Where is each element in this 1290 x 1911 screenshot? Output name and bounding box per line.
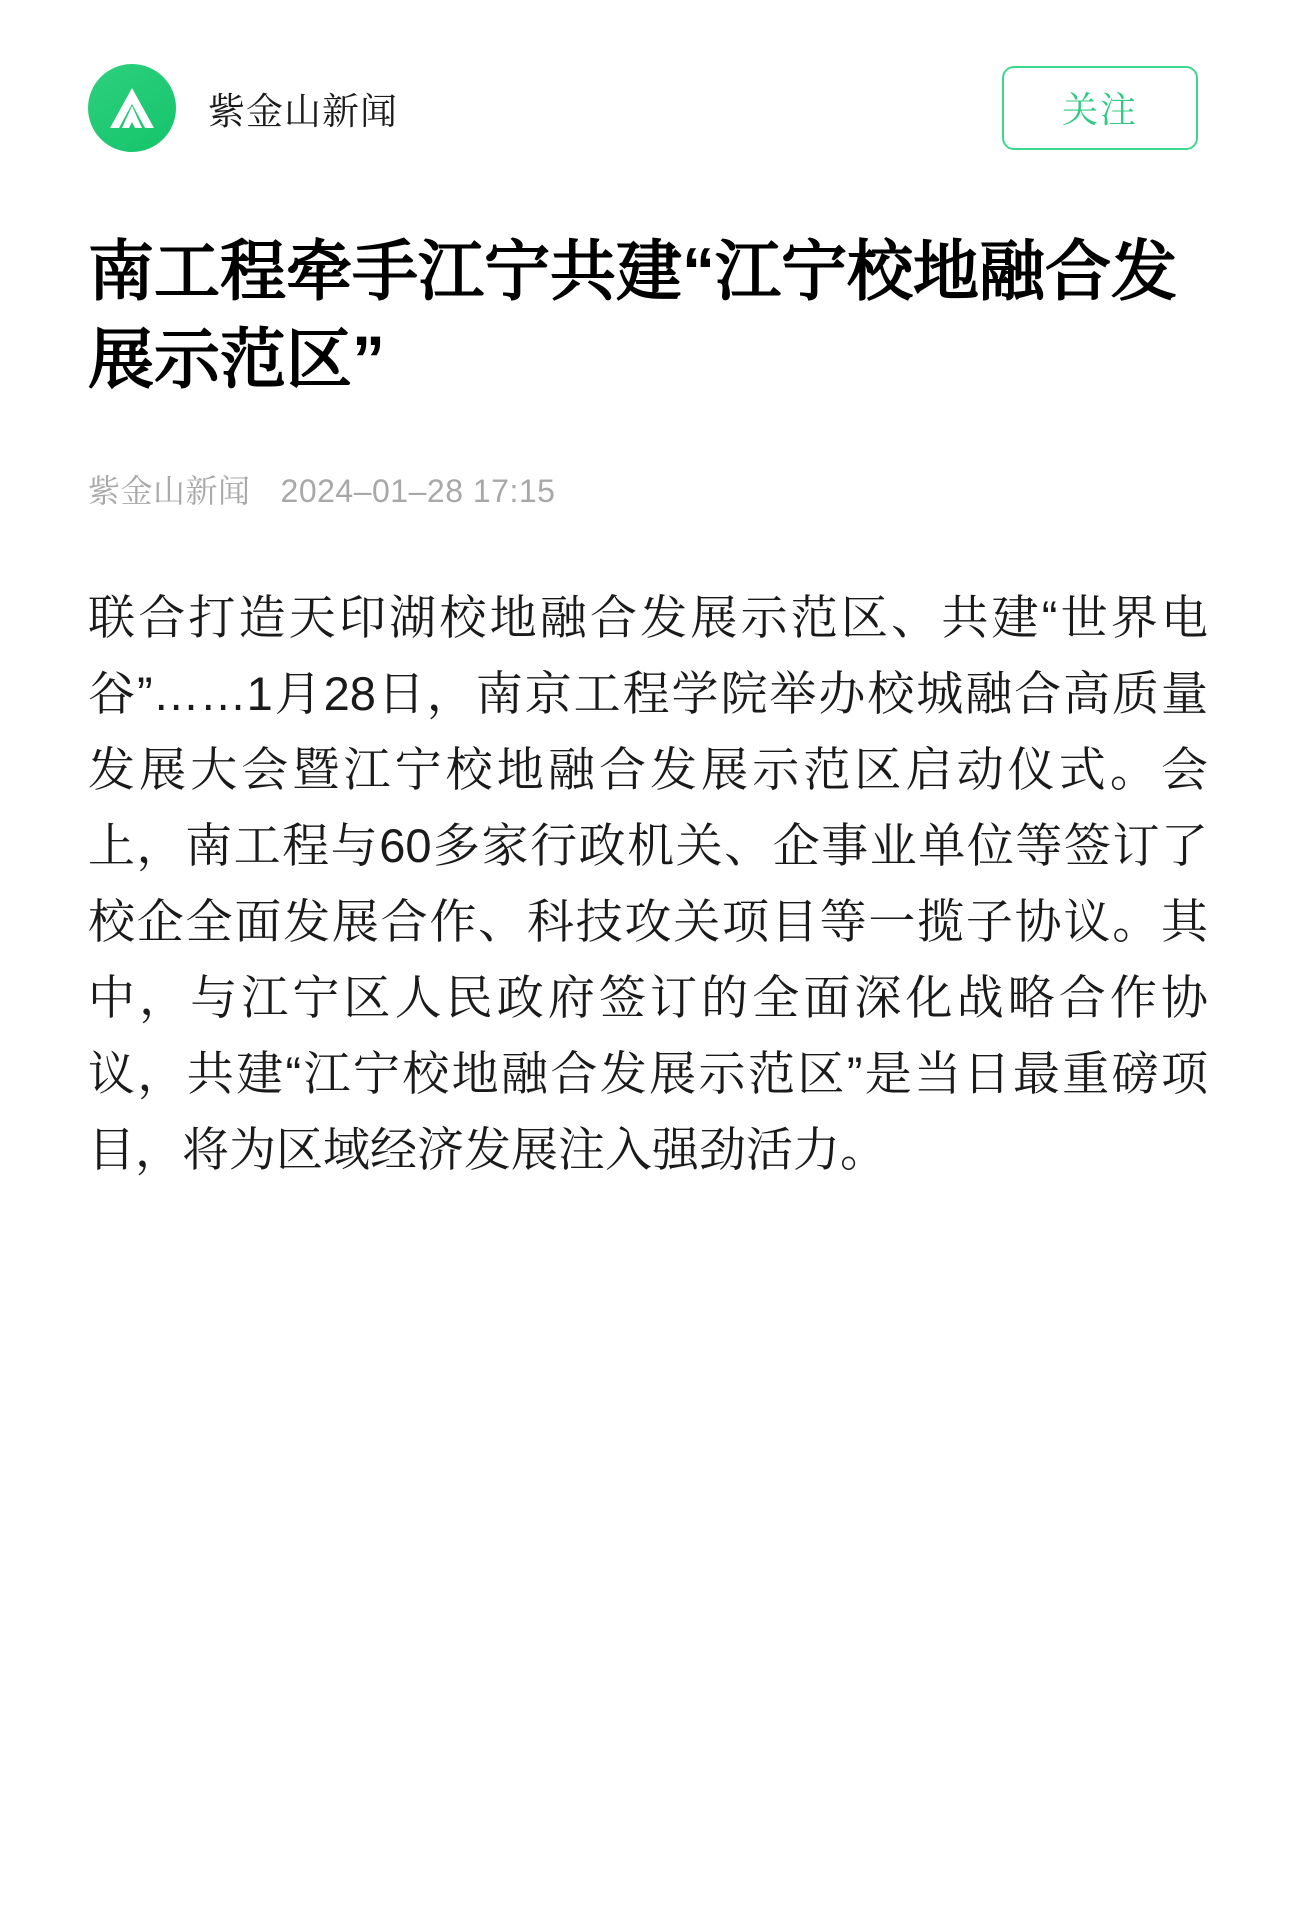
article-body: 联合打造天印湖校地融合发展示范区、共建“世界电谷”……1月28日，南京工程学院举办校城融合高质量发展大会暨江宁校地融合发展示范区启动仪式。会上，南工程与60多家行政机关、企事业单位等签订了校企全面发展合作、科技攻关项目等一揽子协议。其中，与江宁区人民政府签订的全面深化战略合作协议，共建“江宁校地融合发展示范区”是当日最重磅项目，将为区域经济发展注入强劲活力。	[88, 590, 1208, 1177]
page-title: 南工程牵手江宁共建“江宁校地融合发展示范区”	[88, 234, 1177, 396]
article-meta	[88, 466, 1208, 512]
account-name: 紫金山新闻	[208, 90, 398, 132]
mountain-logo-icon	[104, 84, 160, 132]
meta-source: 紫金山新闻	[88, 472, 251, 509]
meta-date: 2024–01–28 17:15	[280, 472, 556, 509]
article-header	[0, 0, 1290, 170]
avatar[interactable]	[88, 64, 176, 152]
follow-button[interactable]: 关注	[1002, 66, 1198, 150]
article-content	[0, 228, 1290, 1189]
